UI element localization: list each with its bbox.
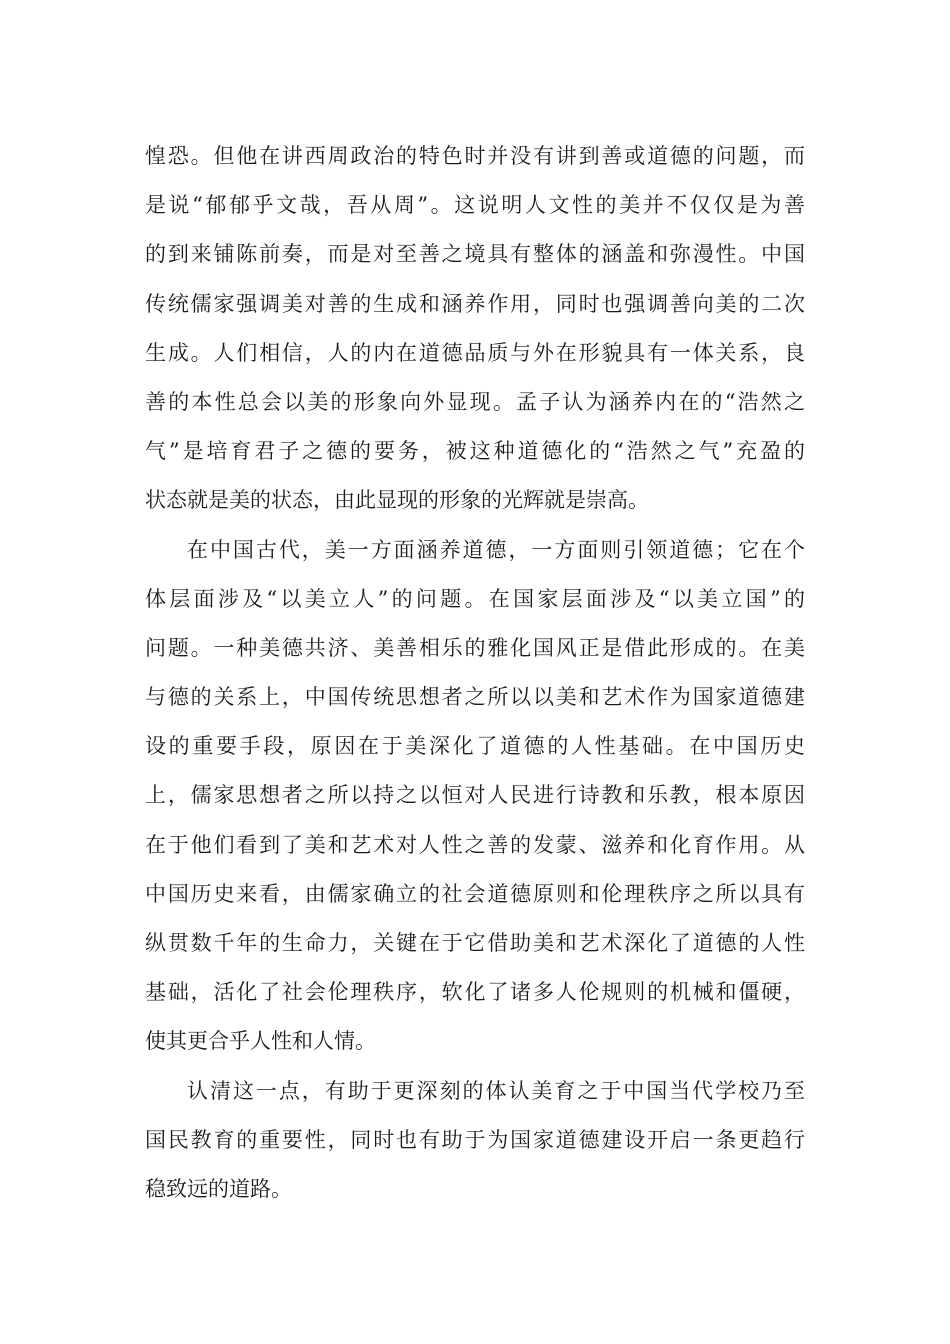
text-line: 气”是培育君子之德的要务，被这种道德化的“浩然之气”充盈的 xyxy=(145,439,805,464)
paragraph-3 xyxy=(145,1067,805,1215)
text-line: 稳致远的道路。 xyxy=(145,1176,292,1201)
text-line: 国民教育的重要性，同时也有助于为国家道德建设开启一条更趋行 xyxy=(145,1127,805,1152)
paragraph-2 xyxy=(145,526,805,1067)
text-line: 状态就是美的状态，由此显现的形象的光辉就是崇高。 xyxy=(145,488,649,513)
text-line: 在中国古代，美一方面涵养道德，一方面则引领道德；它在个 xyxy=(187,537,805,562)
text-line: 体层面涉及“以美立人”的问题。在国家层面涉及“以美立国”的 xyxy=(145,586,805,611)
text-line: 纵贯数千年的生命力，关键在于它借助美和艺术深化了道德的人性 xyxy=(145,931,805,955)
text-line: 中国历史来看，由儒家确立的社会道德原则和伦理秩序之所以具有 xyxy=(145,881,805,906)
text-line: 惶恐。但他在讲西周政治的特色时并没有讲到善或道德的问题，而 xyxy=(145,144,805,168)
text-line: 在于他们看到了美和艺术对人性之善的发蒙、滋养和化育作用。从 xyxy=(145,832,805,857)
text-line: 生成。人们相信，人的内在道德品质与外在形貌具有一体关系，良 xyxy=(145,340,805,365)
text-line: 善的本性总会以美的形象向外显现。孟子认为涵养内在的“浩然之 xyxy=(145,389,805,414)
text-line: 与德的关系上，中国传统思想者之所以以美和艺术作为国家道德建 xyxy=(145,685,805,710)
text-line: 设的重要手段，原因在于美深化了道德的人性基础。在中国历史 xyxy=(145,734,805,759)
text-line: 问题。一种美德共济、美善相乐的雅化国风正是借此形成的。在美 xyxy=(145,635,805,660)
text-line: 基础，活化了社会伦理秩序，软化了诸多人伦规则的机械和僵硬， xyxy=(145,980,805,1005)
text-line: 是说“郁郁乎文哉，吾从周”。这说明人文性的美并不仅仅是为善 xyxy=(145,193,805,218)
text-line: 使其更合乎人性和人情。 xyxy=(145,1029,376,1054)
text-line: 认清这一点，有助于更深刻的体认美育之于中国当代学校乃至 xyxy=(187,1078,805,1103)
text-line: 上，儒家思想者之所以持之以恒对人民进行诗教和乐教，根本原因 xyxy=(145,783,805,808)
text-line: 传统儒家强调美对善的生成和涵养作用，同时也强调善向美的二次 xyxy=(145,291,805,316)
text-line: 的到来铺陈前奏，而是对至善之境具有整体的涵盖和弥漫性。中国 xyxy=(145,242,805,267)
paragraph-1 xyxy=(145,132,805,526)
document-body xyxy=(145,132,805,1214)
